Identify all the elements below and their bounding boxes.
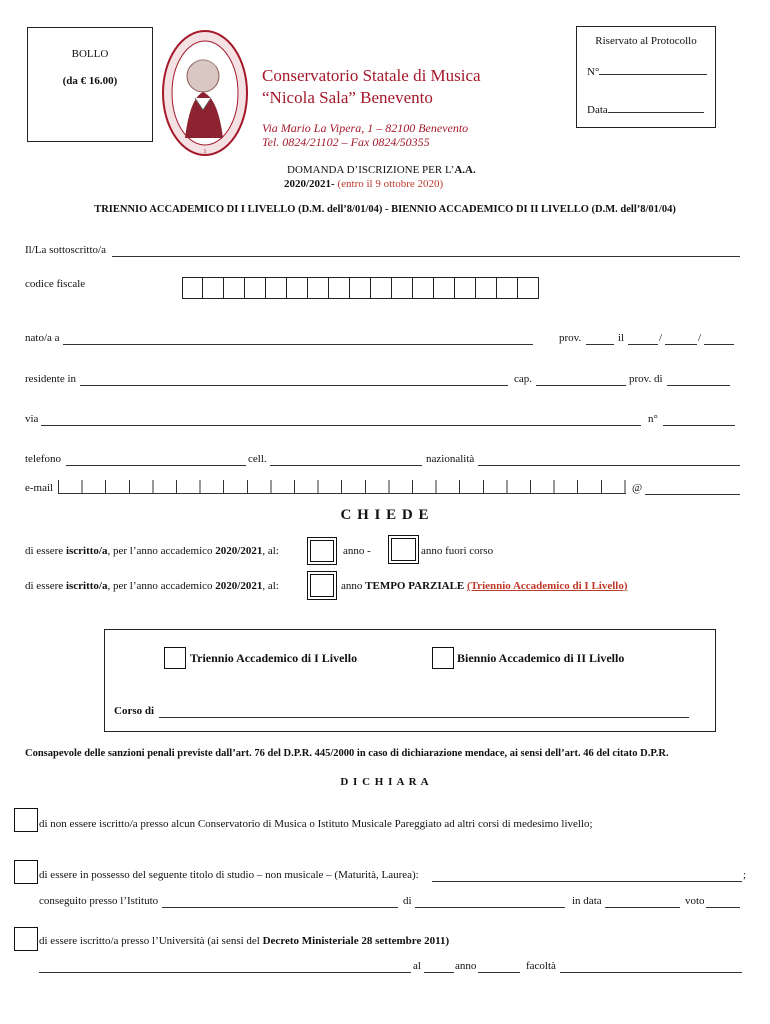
anno-univ-label: anno xyxy=(455,960,477,972)
domanda-line1: DOMANDA D’ISCRIZIONE PER L’ xyxy=(287,164,455,176)
via-label: via xyxy=(25,413,39,425)
in-data-field[interactable] xyxy=(605,907,680,908)
tempo-parziale-label: TEMPO PARZIALE xyxy=(365,580,465,592)
chiede-row2-mid: , per l’anno accademico xyxy=(107,580,216,592)
protocollo-title: Riservato al Protocollo xyxy=(595,35,697,47)
codice-fiscale-label: codice fiscale xyxy=(25,278,86,290)
biennio-checkbox[interactable] xyxy=(432,647,454,669)
corso-di-label: Corso di xyxy=(114,705,155,717)
residente-field[interactable] xyxy=(80,385,508,386)
date-separator: / xyxy=(698,332,702,344)
dichiara-item3-checkbox[interactable] xyxy=(14,927,38,951)
conseguito-di-label: di xyxy=(403,895,412,907)
dichiara-item2: di essere in possesso del seguente titolo di studio – non musicale – (Maturità, Laurea): xyxy=(39,869,419,881)
domanda-year: 2020/2021- xyxy=(284,178,335,190)
date-separator: / xyxy=(659,332,663,344)
cap-label: cap. xyxy=(514,373,533,385)
residente-label: residente in xyxy=(25,373,77,385)
chiede-row1-year: 2020/2021 xyxy=(215,545,263,557)
anno-fuori-corso-label: anno fuori corso xyxy=(421,545,494,557)
institution-phone: Tel. 0824/21102 – Fax 0824/50355 xyxy=(262,135,430,149)
institution-line1: Conservatorio Statale di Musica xyxy=(262,66,481,85)
anno-checkbox[interactable] xyxy=(307,537,337,565)
tempo-parziale-line xyxy=(341,580,628,592)
dichiara-item1: di non essere iscritto/a presso alcun Conservatorio di Musica o Istituto Musicale Pareggiato ad altri corsi di medesimo livello; xyxy=(39,818,593,830)
triennio-label: Triennio Accademico di I Livello xyxy=(190,651,358,665)
protocollo-date-field[interactable] xyxy=(608,101,704,113)
chiede-row2 xyxy=(25,580,279,592)
conseguito-istituto-field[interactable] xyxy=(162,907,398,908)
document-subtitle: TRIENNIO ACCADEMICO DI I LIVELLO (D.M. dell’8/01/04) - BIENNIO ACCADEMICO DI II LIVELLO (D.M. dell’8/01/04) xyxy=(94,204,676,215)
chiede-row2-prefix: di essere xyxy=(25,580,66,592)
chiede-row2-year: 2020/2021 xyxy=(215,580,263,592)
domanda-year-line xyxy=(284,178,443,190)
institution-name xyxy=(262,66,481,108)
bollo-amount: (da € 16.00) xyxy=(62,75,118,87)
sottoscritto-field[interactable] xyxy=(112,256,740,257)
prov-label: prov. xyxy=(559,332,582,344)
via-field[interactable] xyxy=(41,425,641,426)
birth-year-field[interactable] xyxy=(704,344,734,345)
birth-day-field[interactable] xyxy=(628,344,658,345)
chiede-row1-suffix: , al: xyxy=(262,545,279,557)
corso-di-field[interactable] xyxy=(159,717,689,718)
tempo-parziale-note: (Triennio Accademico di I Livello) xyxy=(467,580,628,592)
voto-field[interactable] xyxy=(706,907,740,908)
sottoscritto-label: Il/La sottoscritto/a xyxy=(25,244,106,256)
telefono-label: telefono xyxy=(25,453,62,465)
email-label: e-mail xyxy=(25,482,54,494)
dichiara-item1-checkbox[interactable] xyxy=(14,808,38,832)
anno-fuori-corso-checkbox[interactable] xyxy=(388,535,419,564)
conseguito-di-field[interactable] xyxy=(415,907,565,908)
bollo-label: BOLLO xyxy=(71,48,109,60)
prov-field[interactable] xyxy=(586,344,614,345)
tempo-parziale-prefix: anno xyxy=(341,580,366,592)
dichiara-item3-bold: Decreto Ministeriale 28 settembre 2011) xyxy=(262,935,450,947)
institution-address: Via Mario La Vipera, 1 – 82100 Benevento xyxy=(262,121,469,135)
chiede-title: C H I E D E xyxy=(340,507,430,523)
cap-field[interactable] xyxy=(536,385,626,386)
dichiara-item2-end: ; xyxy=(743,869,747,881)
telefono-field[interactable] xyxy=(66,465,246,466)
universita-field[interactable] xyxy=(39,972,411,973)
facolta-field[interactable] xyxy=(560,972,742,973)
cell-field[interactable] xyxy=(270,465,422,466)
chiede-row1 xyxy=(25,545,279,557)
consapevole-statement: Consapevole delle sanzioni penali previste dall’art. 76 del D.P.R. 445/2000 in caso di dichiarazione mendace, ai sensi dell’art. 46 del citato D.P.R. xyxy=(25,748,669,759)
voto-label: voto xyxy=(685,895,705,907)
titolo-studio-field[interactable] xyxy=(432,881,742,882)
sottoscritto-row xyxy=(25,244,106,256)
email-field[interactable] xyxy=(58,480,626,494)
chiede-row1-bold: iscritto/a xyxy=(65,545,108,557)
in-data-label: in data xyxy=(572,895,602,907)
protocollo-number-label: N° xyxy=(587,66,600,78)
al-label: al xyxy=(413,960,421,972)
anno-univ-field[interactable] xyxy=(478,972,520,973)
biennio-label: Biennio Accademico di II Livello xyxy=(457,651,625,665)
nato-label: nato/a a xyxy=(25,332,60,344)
protocollo-number xyxy=(587,63,707,78)
svg-text:1: 1 xyxy=(203,149,207,155)
prov-di-field[interactable] xyxy=(667,385,730,386)
tempo-parziale-checkbox[interactable] xyxy=(307,571,337,600)
domanda-aa: A.A. xyxy=(454,164,476,176)
protocollo-date xyxy=(587,101,704,116)
numero-label: n° xyxy=(648,413,658,425)
numero-field[interactable] xyxy=(663,425,735,426)
conseguito-label: conseguito presso l’Istituto xyxy=(39,895,159,907)
chiede-row2-suffix: , al: xyxy=(262,580,279,592)
prov-di-label: prov. di xyxy=(629,373,663,385)
email-at: @ xyxy=(632,482,643,494)
anno-label: anno - xyxy=(343,545,371,557)
nazionalita-label: nazionalità xyxy=(426,453,475,465)
conservatorio-seal-logo xyxy=(160,28,250,158)
dichiara-item3 xyxy=(39,935,449,947)
facolta-label: facoltà xyxy=(526,960,556,972)
il-label: il xyxy=(618,332,625,344)
domanda-heading xyxy=(287,164,476,176)
chiede-row2-bold: iscritto/a xyxy=(65,580,108,592)
protocollo-number-field[interactable] xyxy=(599,63,707,75)
nazionalita-field[interactable] xyxy=(478,465,740,466)
dichiara-item3-prefix: di essere iscritto/a presso l’Università (ai sensi del xyxy=(39,935,263,947)
birth-month-field[interactable] xyxy=(665,344,697,345)
course-box xyxy=(104,629,716,732)
bollo-box xyxy=(27,27,153,142)
al-field[interactable] xyxy=(424,972,454,973)
dichiara-title: D I C H I A R A xyxy=(340,776,430,788)
email-domain-field[interactable] xyxy=(645,494,740,495)
triennio-checkbox[interactable] xyxy=(164,647,186,669)
dichiara-item2-checkbox[interactable] xyxy=(14,860,38,884)
chiede-row1-mid: , per l’anno accademico xyxy=(107,545,216,557)
protocollo-date-label: Data xyxy=(587,104,608,116)
codice-fiscale-field[interactable] xyxy=(182,277,539,301)
protocollo-box xyxy=(576,26,716,128)
domanda-deadline: (entro il 9 ottobre 2020) xyxy=(337,178,444,190)
cell-label: cell. xyxy=(248,453,267,465)
institution-line2: “Nicola Sala” Benevento xyxy=(262,88,433,107)
chiede-row1-prefix: di essere xyxy=(25,545,66,557)
nato-field[interactable] xyxy=(63,344,533,345)
